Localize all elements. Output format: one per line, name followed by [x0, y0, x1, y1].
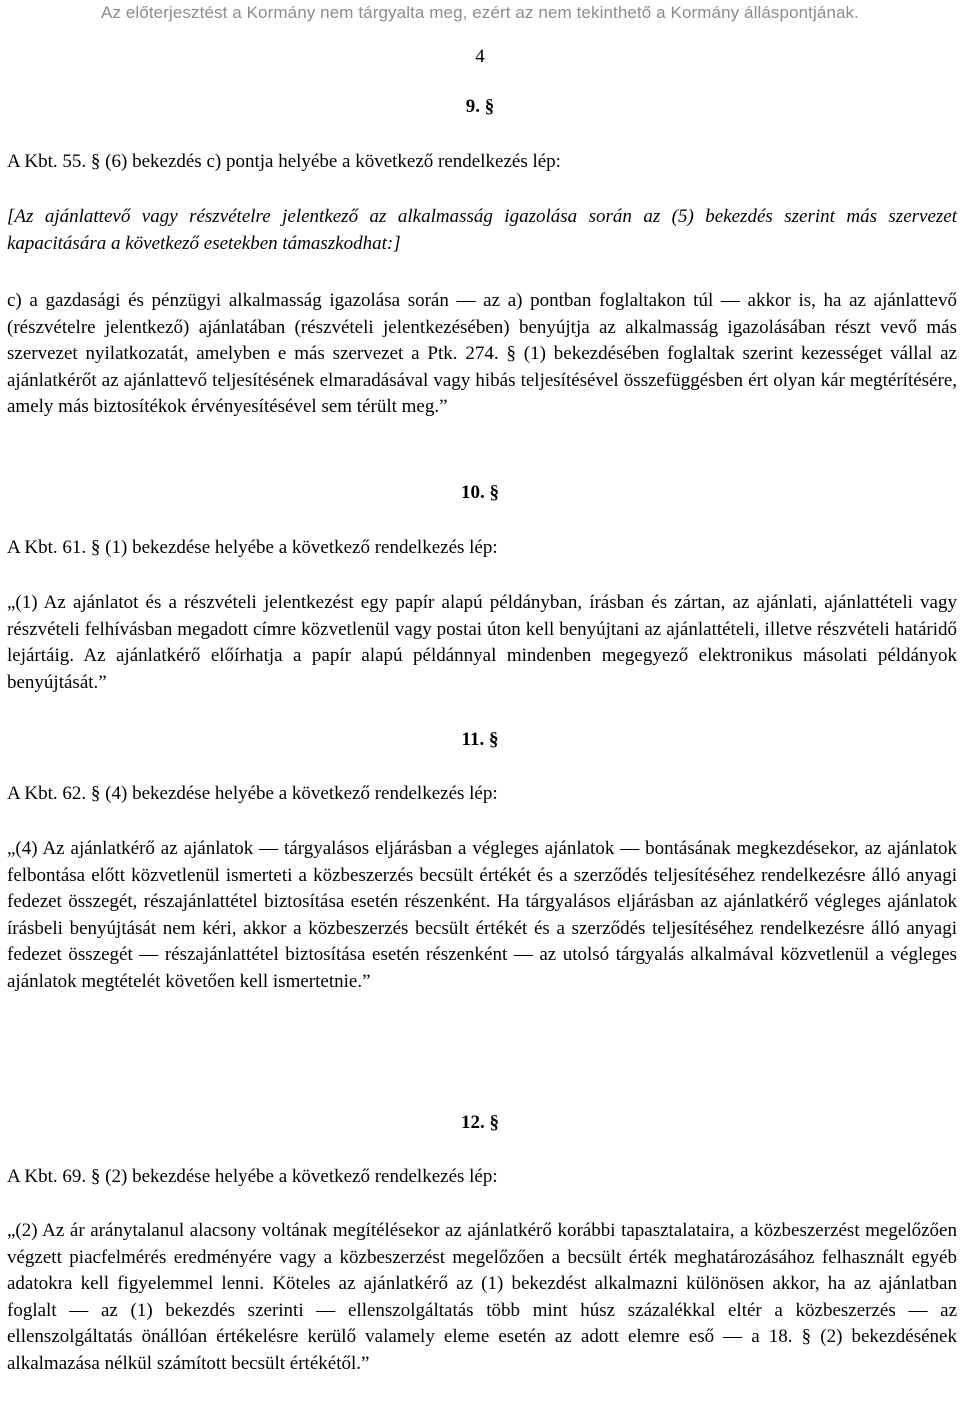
section-11-text: „(4) Az ajánlatkérő az ajánlatok — tárgyalásos eljárásban a végleges ajánlatok — bontásának megkezdésekor, az ajánlatok felbontása előtt közvetlenül ismerteti a közbeszerzés becsült értékét és a szerződés teljesítéséhez rendelkezésre álló anyagi fedezet összegét, részajánlattétel biztosítása esetén részenként. Ha tárgyalásos eljárásban az ajánlatkérő végleges ajánlatok írásbeli benyújtását nem kéri, akkor a közbeszerzés becsült értékét és a szerződés teljesítéséhez rendelkezésre álló anyagi fedezet összegét — részajánlattétel biztosítása esetén részenként — az utolsó tárgyalás alkalmával közvetlenül a végleges ajánlatok megtételét követően kell ismertetnie.”	[7, 838, 957, 992]
section-9-text: c) a gazdasági és pénzügyi alkalmasság igazolása során — az a) pontban foglaltakon túl — akkor is, ha az ajánlattevő (részvételre jelentkező) ajánlatában (részvételi jelentkezésében) benyújtja az alkalmasság igazolásában részt vevő más szervezet nyilatkozatát, amelyben e más szervezet a Ptk. 274. § (1) bekezdésében foglaltak szerint kezességet vállal az ajánlatkérőt az ajánlattevő teljesítésének elmaradásával vagy hibás teljesítésével összefüggésben ért olyan kár megtérítésére, amely más biztosítékok érvényesítésével sem térült meg.”	[7, 290, 957, 418]
section-12-text: „(2) Az ár aránytalanul alacsony voltának megítélésekor az ajánlatkérő korábbi tapasztalataira, a közbeszerzést megelőzően végzett piacfelmérés eredményére vagy a közbeszerzést megelőzően a becsült érték meghatározásához felhasznált egyéb adatokra kell figyelemmel lenni. Köteles az ajánlatkérő az (1) bekezdést alkalmazni különösen akkor, ha az ajánlatban foglalt — az (1) bekezdés szerinti — ellenszolgáltatás több mint húsz százalékkal eltér a közbeszerzés — az ellenszolgáltatás önállóan értékelésre kerülő valamely eleme esetén az adott elemre eső — a 18. § (2) bekezdésének alkalmazása nélkül számított becsült értékétől.”	[7, 1220, 957, 1374]
section-9-heading: 9. §	[465, 96, 495, 117]
section-12-intro: A Kbt. 69. § (2) bekezdése helyébe a következő rendelkezés lép:	[7, 1166, 498, 1187]
section-12-heading: 12. §	[461, 1112, 499, 1133]
section-10-heading: 10. §	[461, 482, 499, 503]
section-10-intro: A Kbt. 61. § (1) bekezdése helyébe a következő rendelkezés lép:	[7, 537, 498, 558]
page-number: 4	[475, 46, 485, 67]
section-11-intro: A Kbt. 62. § (4) bekezdése helyébe a következő rendelkezés lép:	[7, 783, 498, 804]
section-11-heading: 11. §	[461, 729, 499, 750]
section-9-context: [Az ajánlattevő vagy részvételre jelentkező az alkalmasság igazolása során az (5) bekezdés szerint más szervezet kapacitására a következő esetekben támaszkodhat:]	[7, 206, 957, 254]
section-9-intro: A Kbt. 55. § (6) bekezdés c) pontja helyébe a következő rendelkezés lép:	[7, 151, 561, 172]
section-10-text: „(1) Az ajánlatot és a részvételi jelentkezést egy papír alapú példányban, írásban és zártan, az ajánlati, ajánlattételi vagy részvételi felhívásban megadott címre közvetlenül vagy postai úton kell benyújtani az ajánlattételi, illetve részvételi határidő lejártáig. Az ajánlatkérő előírhatja a papír alapú példánnyal mindenben megegyező elektronikus másolati példányok benyújtását.”	[7, 592, 957, 693]
document-header-notice: Az előterjesztést a Kormány nem tárgyalta meg, ezért az nem tekinthető a Kormány álláspontjának.	[101, 3, 859, 22]
